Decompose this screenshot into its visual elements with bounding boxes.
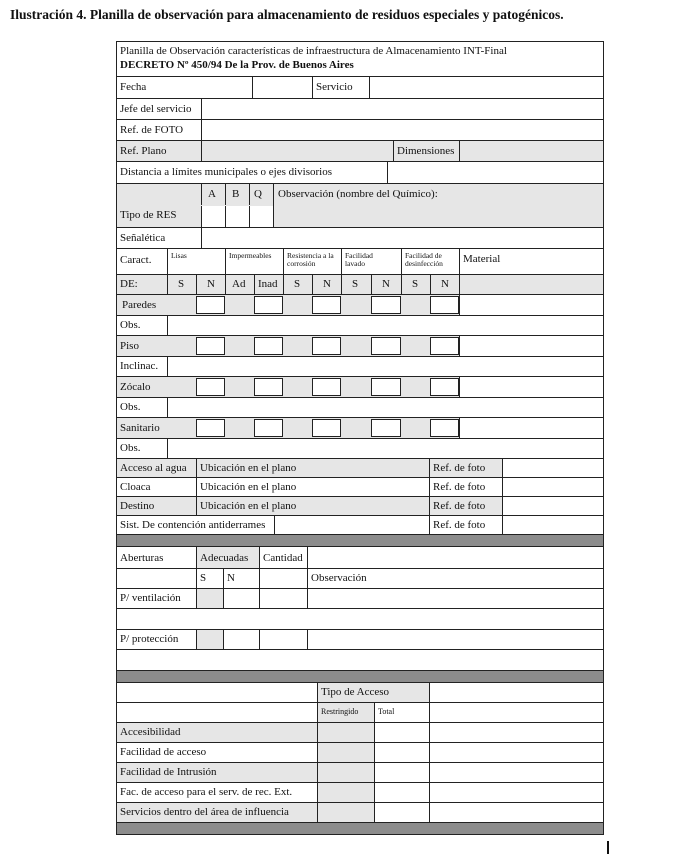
aberturas-field[interactable] [307,547,603,568]
ventilacion-s-box[interactable] [196,589,223,608]
s-label: S [200,572,207,584]
row-obs [116,316,604,336]
service-location-cell[interactable] [196,459,429,477]
material-field[interactable] [459,295,603,315]
res-a-cell [201,184,225,205]
material-cell [459,249,603,274]
de-col-n: N [207,278,215,290]
restringido-label: Restringido [321,707,359,716]
checkbox[interactable] [312,378,341,396]
res-b-label: B [232,188,240,200]
acceso-row-label: Fac. de acceso para el serv. de rec. Ext. [120,786,293,798]
row-sn [116,569,604,589]
total-box[interactable] [374,723,429,742]
resistencia-label: Resistencia a la corrosión [287,251,334,268]
observacion-quimico-label: Observación (nombre del Químico): [278,188,438,200]
service-ref-cell [429,516,502,534]
service-ref-label: Ref. de foto [433,519,486,531]
total-box[interactable] [374,783,429,802]
acceso-note-field[interactable] [429,763,603,782]
dimensiones-field[interactable] [459,141,603,161]
jefe-label: Jefe del servicio [120,103,192,115]
service-location-label: Ubicación en el plano [200,481,297,493]
service-name: Sist. De contención antiderrames [120,519,266,531]
impermeables-cell [225,249,283,274]
checkbox[interactable] [196,378,225,396]
restringido-box[interactable] [317,743,374,762]
de-label: DE: [120,278,138,290]
checkbox[interactable] [371,378,401,396]
ventilacion-observacion-field[interactable] [307,589,603,608]
section-divider [116,535,604,547]
row-senaletica [116,228,604,249]
n-label: N [227,572,235,584]
checkbox[interactable] [430,337,459,355]
row-accesibilidad [116,723,604,743]
impermeables-label: Impermeables [229,251,272,260]
total-box[interactable] [374,803,429,822]
proteccion-cantidad-field[interactable] [259,630,307,649]
checkbox[interactable] [371,419,401,437]
service-location-label: Ubicación en el plano [200,462,297,474]
inclinac-field[interactable] [167,357,603,376]
service-ref-label: Ref. de foto [433,481,486,493]
service-name: Acceso al agua [120,462,187,474]
checkbox[interactable] [312,296,341,314]
proteccion-observacion-field[interactable] [307,630,603,649]
checkbox[interactable] [254,337,283,355]
acceso-row-label: Facilidad de acceso [120,746,207,758]
distancia-label: Distancia a límites municipales o ejes divisorios [120,166,333,178]
facilidad-desinfeccion-cell [401,249,459,274]
row-blank [116,650,604,671]
checkbox[interactable] [254,419,283,437]
section-divider [116,671,604,683]
acceso-field[interactable] [429,703,603,722]
material-field[interactable] [459,377,603,397]
row-aberturas [116,547,604,569]
restringido-box[interactable] [317,763,374,782]
lisas-label: Lisas [171,251,187,260]
de-col-n: N [323,278,331,290]
obs-field[interactable] [167,398,603,417]
de-col-s: S [178,278,185,290]
resistencia-cell [283,249,341,274]
service-location-cell[interactable] [196,478,429,496]
row-piso [116,336,604,357]
facilidad-lavado-cell [341,249,401,274]
obs-field[interactable] [167,439,603,458]
res-q-box[interactable] [249,206,273,227]
ref-plano-field[interactable] [201,141,393,161]
row-cloaca [116,478,604,497]
de-col-n: N [441,278,449,290]
checkbox[interactable] [254,296,283,314]
ventilacion-label: P/ ventilación [120,592,181,604]
service-name: Cloaca [120,481,151,493]
restringido-box[interactable] [317,803,374,822]
de-col-s: S [412,278,419,290]
service-ref-field[interactable] [502,497,603,515]
obs-label: Obs. [120,401,141,413]
divider [393,141,394,161]
figure-caption: Ilustración 4. Planilla de observación para almacenamiento de residuos especiales y patogénicos. [10,7,564,22]
row-tipo-res [116,184,604,228]
acceso-row-label: Accesibilidad [120,726,181,738]
dimensiones-label: Dimensiones [397,145,455,157]
material-field[interactable] [459,336,603,356]
de-col-inad: Inad [258,278,278,290]
inclinac-label: Inclinac. [120,360,159,372]
ventilacion-cantidad-field[interactable] [259,589,307,608]
acceso-note-field[interactable] [429,723,603,742]
cantidad-cell [259,547,307,568]
senaletica-label: Señalética [120,232,166,244]
proteccion-label: P/ protección [120,633,179,645]
de-col-ad: Ad [232,278,246,290]
section-divider [116,823,604,835]
facilidad-lavado-label: Facilidad lavado [345,251,373,268]
service-ref-field[interactable] [502,459,603,477]
ref-foto-field[interactable] [201,120,603,140]
acceso-note-field[interactable] [429,803,603,822]
checkbox[interactable] [196,337,225,355]
de-col-n: N [382,278,390,290]
obs-field[interactable] [167,316,603,335]
row-ref-plano [116,141,604,162]
row-contencion [116,516,604,535]
row-inclinac [116,357,604,377]
material-field[interactable] [459,418,603,438]
row-ventilacion [116,589,604,609]
caract-label: Caract. [120,254,152,266]
row-zocalo [116,377,604,398]
row-blank [116,609,604,630]
row-de [116,275,604,295]
header-title: Planilla de Observación características de infraestructura de Almacenamiento INT-Final [120,45,507,57]
row-proteccion [116,630,604,650]
row-obs [116,439,604,459]
aberturas-label: Aberturas [120,552,164,564]
proteccion-s-box[interactable] [196,630,223,649]
checkbox[interactable] [371,337,401,355]
divider [252,77,253,98]
total-box[interactable] [374,763,429,782]
acceso-note-field[interactable] [429,783,603,802]
paredes-label: Paredes [122,299,157,311]
text-cursor [607,841,609,854]
obs-label: Obs. [120,319,141,331]
material-label: Material [463,253,501,265]
row-sanitario [116,418,604,439]
proteccion-n-box[interactable] [223,630,259,649]
header-decree: DECRETO Nº 450/94 De la Prov. de Buenos Aires [120,59,354,71]
row-restringido-total [116,703,604,723]
res-b-box[interactable] [225,206,249,227]
servicio-label: Servicio [316,81,353,93]
acceso-note-field[interactable] [429,743,603,762]
n-cell [223,569,259,588]
obs-label: Obs. [120,442,141,454]
distancia-field[interactable] [387,162,603,183]
s-cell [196,569,223,588]
total-label: Total [378,707,395,716]
cantidad-blank [259,569,307,588]
row-fecha [116,77,604,99]
row-obs [116,398,604,418]
observacion-label: Observación [311,572,367,584]
row-tipo-acceso [116,683,604,703]
ref-foto-label: Ref. de FOTO [120,124,184,136]
service-ref-cell [429,497,502,515]
checkbox[interactable] [196,296,225,314]
lisas-cell [167,249,225,274]
checkbox[interactable] [430,419,459,437]
row-facilidad-acceso [116,743,604,763]
tipo-res-label: Tipo de RES [120,209,177,221]
restringido-cell [317,703,374,722]
ventilacion-n-box[interactable] [223,589,259,608]
service-location-field[interactable] [274,516,429,534]
checkbox[interactable] [196,419,225,437]
service-ref-cell [429,478,502,496]
facilidad-desinfeccion-label: Facilidad de desinfección [405,251,443,268]
jefe-field[interactable] [201,99,603,119]
adecuadas-cell [196,547,259,568]
checkbox[interactable] [430,378,459,396]
service-location-cell[interactable] [196,497,429,515]
checkbox[interactable] [312,419,341,437]
sanitario-label: Sanitario [120,422,160,434]
row-distancia [116,162,604,184]
row-servicios-area [116,803,604,823]
acceso-row-label: Servicios dentro del área de influencia [120,806,289,818]
service-ref-field[interactable] [502,478,603,496]
service-ref-field[interactable] [502,516,603,534]
piso-label: Piso [120,340,139,352]
res-a-label: A [208,188,216,200]
de-col-s: S [352,278,359,290]
observation-form [116,41,604,835]
row-destino [116,497,604,516]
row-facilidad-intrusion [116,763,604,783]
service-location-label: Ubicación en el plano [200,500,297,512]
service-ref-cell [429,459,502,477]
de-col-s: S [294,278,301,290]
fecha-label: Fecha [120,81,147,93]
tipo-acceso-label: Tipo de Acceso [321,686,390,698]
total-cell [374,703,429,722]
form-header [116,41,604,77]
servicio-field[interactable] [369,77,603,98]
res-q-cell [249,184,273,205]
checkbox[interactable] [430,296,459,314]
row-caract [116,249,604,275]
service-ref-label: Ref. de foto [433,500,486,512]
observacion-quimico-cell[interactable] [273,184,603,227]
adecuadas-label: Adecuadas [200,552,249,564]
cantidad-label: Cantidad [263,552,303,564]
restringido-box[interactable] [317,723,374,742]
row-ref-foto [116,120,604,141]
observacion-cell [307,569,603,588]
acceso-row-label: Facilidad de Intrusión [120,766,217,778]
service-name: Destino [120,500,155,512]
checkbox[interactable] [312,337,341,355]
service-ref-label: Ref. de foto [433,462,486,474]
senaletica-field[interactable] [201,228,603,248]
restringido-box[interactable] [317,783,374,802]
tipo-acceso-field[interactable] [429,683,603,702]
checkbox[interactable] [254,378,283,396]
row-jefe [116,99,604,120]
tipo-acceso-cell [317,683,429,702]
res-q-label: Q [254,188,262,200]
res-a-box[interactable] [201,206,225,227]
row-paredes [116,295,604,316]
zocalo-label: Zócalo [120,381,151,393]
ref-plano-label: Ref. Plano [120,145,167,157]
total-box[interactable] [374,743,429,762]
row-fac-acceso-serv [116,783,604,803]
checkbox[interactable] [371,296,401,314]
row-acceso-agua [116,459,604,478]
res-b-cell [225,184,249,205]
